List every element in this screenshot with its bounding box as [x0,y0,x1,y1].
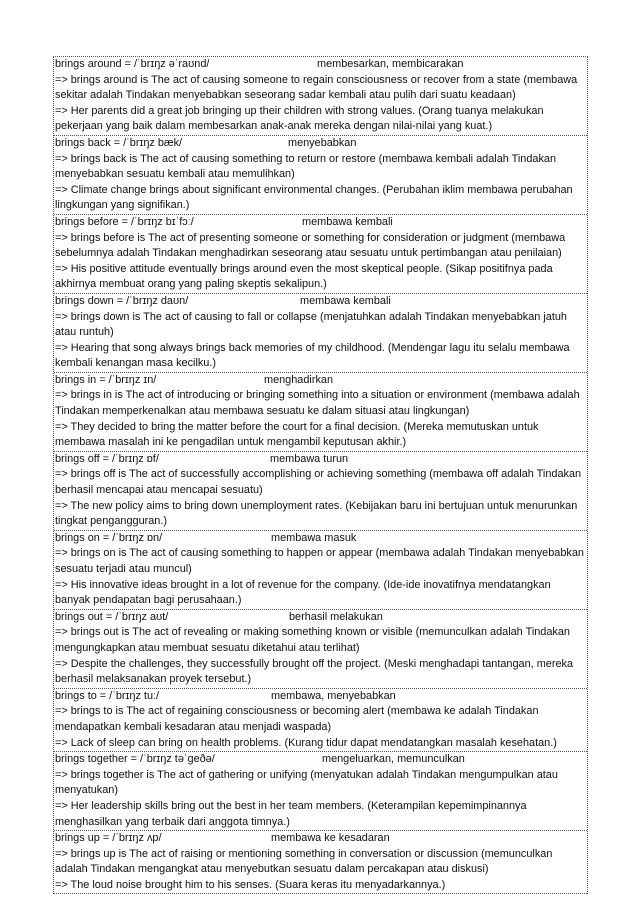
entry-brings-before [54,215,587,294]
entry-heading [55,373,587,389]
entry-heading [55,215,587,231]
entry-heading [55,452,587,468]
entry-definition: => brings before is The act of presenting someone or something for consideration or judgment (membawa sebelumnya adalah Tindakan menghadirkan seseorang atau sesuatu untuk pertimbangan atau penilaian) [55,231,566,260]
entry-definition: => brings up is The act of raising or mentioning something in conversation or discussion (memunculkan adalah Tindakan mengangkat atau menyebutkan sesuatu dalam percakapan atau diskusi) [55,847,553,876]
entry-translation: membawa masuk [271,531,357,544]
entry-example: => Hearing that song always brings back memories of my childhood. (Mendengar lagu itu selalu membawa kembali kenangan masa kecilku.) [55,341,570,370]
entry-example: => Climate change brings about significant environmental changes. (Perubahan iklim membawa perubahan lingkungan yang signifikan.) [55,183,573,212]
entry-example: => They decided to bring the matter before the court for a final decision. (Mereka memutuskan untuk membawa masalah ini ke pengadilan untuk mengambil keputusan akhir.) [55,420,539,449]
entry-brings-on [54,531,587,610]
entry-term: brings off = /ˈbrɪŋz ɒf/ [55,452,159,465]
entry-term: brings back = /ˈbrɪŋz bæk/ [55,136,183,149]
entry-term: brings in = /ˈbrɪŋz ɪn/ [55,373,157,386]
entry-translation: membawa kembali [300,294,391,307]
entry-brings-up [54,831,587,894]
entry-heading [55,610,587,626]
entry-translation: membawa turun [270,452,349,465]
entry-example: => Her leadership skills bring out the best in her team members. (Keterampilan kepemimpinannya menghasilkan yang terbaik dari anggota timnya.) [55,799,527,828]
entry-definition: => brings around is The act of causing someone to regain consciousness or recover from a state (membawa sekitar adalah Tindakan menyebabkan seseorang sadar kembali atau pulih dari suatu keadaan) [55,73,578,102]
entry-translation: berhasil melakukan [289,610,383,623]
entry-example: => Lack of sleep can bring on health problems. (Kurang tidur dapat mendatangkan masalah kesehatan.) [55,736,557,749]
vocabulary-table [53,56,588,894]
entry-term: brings to = /ˈbrɪŋz tuː/ [55,689,160,702]
entry-term: brings together = /ˈbrɪŋz təˈɡeðə/ [55,753,215,766]
entry-term: brings up = /ˈbrɪŋz ʌp/ [55,832,162,845]
entry-term: brings around = /ˈbrɪŋz əˈraʊnd/ [55,58,210,70]
entry-translation: membesarkan, membicarakan [317,58,464,70]
entry-definition: => brings to is The act of regaining consciousness or becoming alert (membawa ke adalah Tindakan mendapatkan kembali kesadaran atau menjadi waspada) [55,705,539,733]
entry-example: => His innovative ideas brought in a lot of revenue for the company. (Ide-ide inovatifnya mendatangkan banyak pendapatan bagi perusahaan.) [55,578,551,607]
entry-term: brings down = /ˈbrɪŋz daʊn/ [55,294,189,307]
entry-example: => The loud noise brought him to his senses. (Suara keras itu menyadarkannya.) [55,878,446,891]
entry-heading [55,689,587,705]
entry-heading [55,57,587,73]
entry-term: brings before = /ˈbrɪŋz bɪˈfɔː/ [55,215,194,228]
entry-heading [55,831,587,847]
entry-brings-down [54,294,587,373]
entry-definition: => brings back is The act of causing something to return or restore (membawa kembali adalah Tindakan menyebabkan sesuatu kembali atau memulihkan) [55,152,557,181]
entry-definition: => brings out is The act of revealing or making something known or visible (memunculkan adalah Tindakan mengungkapkan atau membuat sesuatu diketahui atau terlihat) [55,626,570,654]
entry-brings-around [54,57,587,136]
entry-definition: => brings together is The act of gathering or unifying (menyatukan adalah Tindakan mengumpulkan atau menyatukan) [55,768,558,797]
entry-term: brings out = /ˈbrɪŋz aʊt/ [55,610,169,623]
entry-heading [55,136,587,152]
entry-translation: mengeluarkan, memunculkan [322,753,465,766]
entry-example: => Her parents did a great job bringing up their children with strong values. (Orang tuanya melakukan pekerjaan yang baik dalam membesarkan anak-anak mereka dengan nilai-nilai yang kuat.) [55,104,544,133]
entry-definition: => brings on is The act of causing something to happen or appear (membawa adalah Tindakan menyebabkan sesuatu terjadi atau muncul) [55,547,584,575]
entry-heading [55,294,587,310]
entry-definition: => brings off is The act of successfully accomplishing or achieving something (membawa off adalah Tindakan berhasil mencapai atau mencapai sesuatu) [55,468,582,497]
entry-example: => His positive attitude eventually brings around even the most skeptical people. (Sikap positifnya pada akhirnya membuat orang yang paling skeptis sekalipun.) [55,262,553,291]
entry-term: brings on = /ˈbrɪŋz ɒn/ [55,531,163,544]
entry-translation: membawa kembali [302,215,393,228]
entry-translation: menghadirkan [264,373,334,386]
entry-brings-in [54,373,587,452]
entry-brings-out [54,610,587,689]
entry-translation: membawa ke kesadaran [271,832,390,845]
entry-definition: => brings in is The act of introducing or bringing something into a situation or environment (membawa adalah Tindakan memperkenalkan atau membawa sesuatu ke dalam situasi atau lingkungan) [55,389,580,418]
entry-brings-back [54,136,587,215]
entry-brings-off [54,452,587,531]
entry-definition: => brings down is The act of causing to fall or collapse (menjatuhkan adalah Tindakan menyebabkan jatuh atau runtuh) [55,310,567,339]
entry-translation: menyebabkan [288,136,357,149]
entry-brings-together [54,752,587,831]
entry-heading [55,531,587,547]
entry-heading [55,752,587,768]
entry-example: => Despite the challenges, they successfully brought off the project. (Meski menghadapi tantangan, mereka berhasil melaksanakan proyek tersebut.) [55,657,574,686]
entry-translation: membawa, menyebabkan [271,689,396,702]
entry-brings-to [54,689,587,752]
entry-example: => The new policy aims to bring down unemployment rates. (Kebijakan baru ini bertujuan untuk menurunkan tingkat pengangguran.) [55,499,578,528]
